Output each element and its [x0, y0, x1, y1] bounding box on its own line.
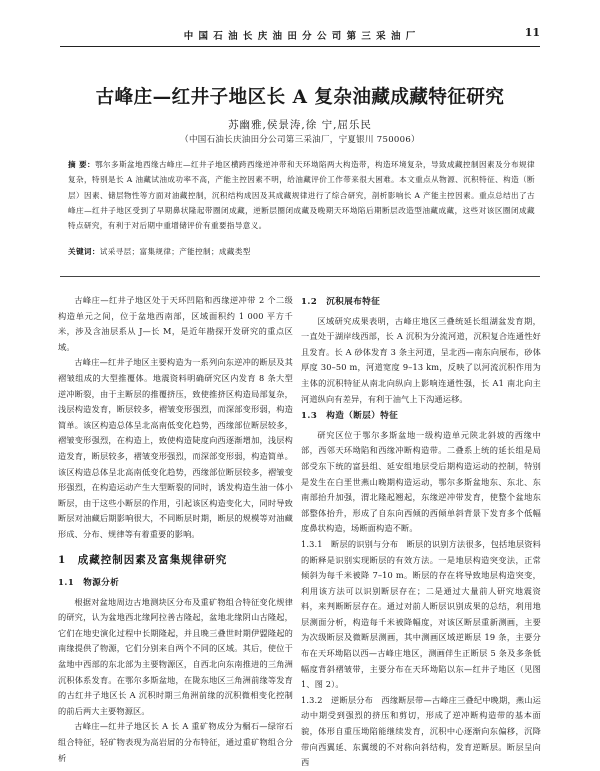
paragraph: 研究区位于鄂尔多斯盆地一级构造单元陕北斜坡的西缘中部，西邻天环坳陷和西缘冲断构造带。二叠系上统的延长组是局部受东下统的富县组、延安组地层受后期构造运动的控制，特别是发生在白垩世燕山晚期构造运动，鄂尔多斯盆地东、东北、东南部抬升加强，渭北隆起翘起，东缘逆冲带发育，使整个盆地东部整体抬升，形成了自东向西倾的西倾单斜背景下发育多个低幅度鼻状构造，场断面构造不断。 — [301, 429, 541, 534]
paragraph: 根据对盆地周边古地测块区分布及重矿物组合特征变化规律的研究，认为盆地西北缘阿拉善古隆起，盆地北缘阴山古隆起，它们在地史演化过程中长期隆起，并且晚三叠世时期伊盟隆起的南缘提供了物源，它们分别来自两个不同的区域。其后，使位于盆地中西部的东北部为主要物源区，自西北向东南推进的三角洲沉积体系发育。在鄂尔多斯盆地，在陇东地区三角洲前缘等发育的古红井子地区长 A 沉积时期三角洲前缘的沉积微相变化控制的前后两大主要物源区。 — [58, 596, 293, 716]
left-column — [58, 293, 293, 766]
subsection-heading: 1.1 物源分析 — [58, 578, 120, 589]
journal-name: 中 国 石 油 长 庆 油 田 分 公 司 第 三 采 油 厂 — [183, 31, 417, 42]
abstract — [68, 157, 535, 233]
paragraph: 古峰庄—红井子地区主要构造为一系列向东逆冲的断层及其褶皱组成的大型推覆体。地震资料明确研究区内发育 8 条大型逆冲断裂，由于主断层的推覆挤压，致使推挤区构造局部复杂，浅层构造发育，断层较多，褶皱变形强烈，而深部变形弱，构造简单。该区构造总体呈北高南低变化趋势，西缘部位断层较多，褶皱变形强烈，在构造上，致使构造陡度向西逐渐增加，浅层构造发育，断层较多，褶皱变形强烈，而深部变形弱，构造简单。该区构造总体呈北高南低变化趋势，西缘部位断层较多，褶皱变形强烈，在构造运动产生大型断裂的同时，诱发构造生油一体小断层，由于这些小断层的作用，引起该区构造变化大，同时导致断层对油藏后期影响很大，不同断层时期，断层的规模等对油藏形成、分布、规律等有着重要的影响。 — [58, 357, 293, 539]
section-heading: 1 成藏控制因素及富集规律研究 — [58, 553, 228, 566]
abstract-text: 鄂尔多斯盆地西缘古峰庄—红井子地区横跨西缘逆冲带和天环坳陷两大构造带，构造环境复杂，导致成藏控制因素及分布规律复杂，特别是长 A 油藏试油成功率不高，产能主控因素不明，给油藏评价工作带来很大困难。本文重点从物源、沉积特征、构造（断层）因素、储层物性等方面对油藏控制，沉积结构成因及其成藏规律进行了综合研究，剖析影响长 A 产能主控因素。重点总结出了古峰庄—红井子地区受到了早期鼻状隆起带圈闭成藏，逆断层圈闭成藏及晚期天环坳陷后期断层改造型油藏成藏，这些对该区圈闭成藏特点研究，有利于对后期中重增储评价有重要指导意义。 — [68, 160, 536, 231]
keywords — [68, 246, 535, 257]
article-title: 古峰庄—红井子地区长 A 复杂油藏成藏特征研究 — [95, 87, 505, 108]
subsection-heading: 1.2 沉积展布特征 — [301, 297, 381, 307]
right-column — [301, 293, 541, 771]
header-rule — [60, 46, 540, 47]
keywords-label: 关键词： — [68, 247, 100, 256]
subsection-heading: 1.3 构造（断层）特征 — [301, 411, 399, 422]
paragraph: 古峰庄—红井子地区长 A 长 A 重矿物成分为榍石—绿帘石组合特征，轻矿物表现为高岩屑的分布特征，通过重矿物组合分析 — [58, 721, 293, 763]
authors: 苏幽雅,侯景涛,徐 宁,屈乐民 — [228, 119, 372, 131]
paragraph: 区域研究成果表明，古峰庄地区三叠统延长组湖盆发育期，一直处于湖岸线西部，长 A 沉积为分流河道，沉积复合连通性好且发育。长 A 砂体发育 3 条主河道，呈北西—南东向展布，砂体厚度 30–50 m，河道宽度 9–13 km，反映了以河流沉积作用为主体的沉积特征从南北向纵向上影响连通性强，长 A1 南北向主河道纵向有差异，有利于油气上下沟通运移。 — [301, 315, 541, 404]
running-head — [60, 28, 540, 44]
abstract-label: 摘 要： — [68, 160, 96, 169]
affiliation: （中国石油长庆油田分公司第三采油厂，宁夏银川 750006） — [180, 135, 420, 145]
keywords-text: 试采寻层；富集规律；产能控制；成藏类型 — [99, 247, 251, 256]
abstract-separator — [60, 276, 540, 277]
paragraph: 1.3.1 断层的识别与分布 断层的识别方法很多，包括地层资料的断释是识别实现断层的有效方法。一是地层构造突变法，正常倾斜为每千米被降 7–10 m。断层的存在将导致地层构造突变，利用该方法可以识别断层存在；二是通过大量前人研究地震资料，来判断断层存在。通过对前人断层识别成果的总结，利用地层测面分析，构造每千米被降幅度，对该区断层重新测画，主要为次级断层及微断层测画，其中测画区域逆断层 19 条，主要分布在天环坳陷以西—古峰庄地区，测画伴生正断层 5 条及多条低幅度背斜褶皱带，主要分布在天环坳陷以东—红井子地区（见图 1、图 2）。 — [301, 538, 541, 690]
page-number: 11 — [524, 26, 540, 39]
paragraph: 古峰庄—红井子地区处于天环凹陷和西缘逆冲带 2 个二级构造单元之间，位于盆地西南部，区域面积约 1 000 平方千米，涉及含油层系从 J—长 M，是近年勘探开发研究的重点区域。 — [58, 295, 293, 352]
paragraph: 1.3.2 逆断层分布 西缘断层带—古峰庄三叠纪中晚期，燕山运动中期受到强烈的挤压和剪切，形成了逆冲断构造带的基本面貌，体形自重压坳陷能继续发育，沉积中心逐渐向东偏移，沉降带向西翼延、东翼缓的不对称向斜结构，发育逆断层。断层呈向西 — [301, 694, 541, 768]
